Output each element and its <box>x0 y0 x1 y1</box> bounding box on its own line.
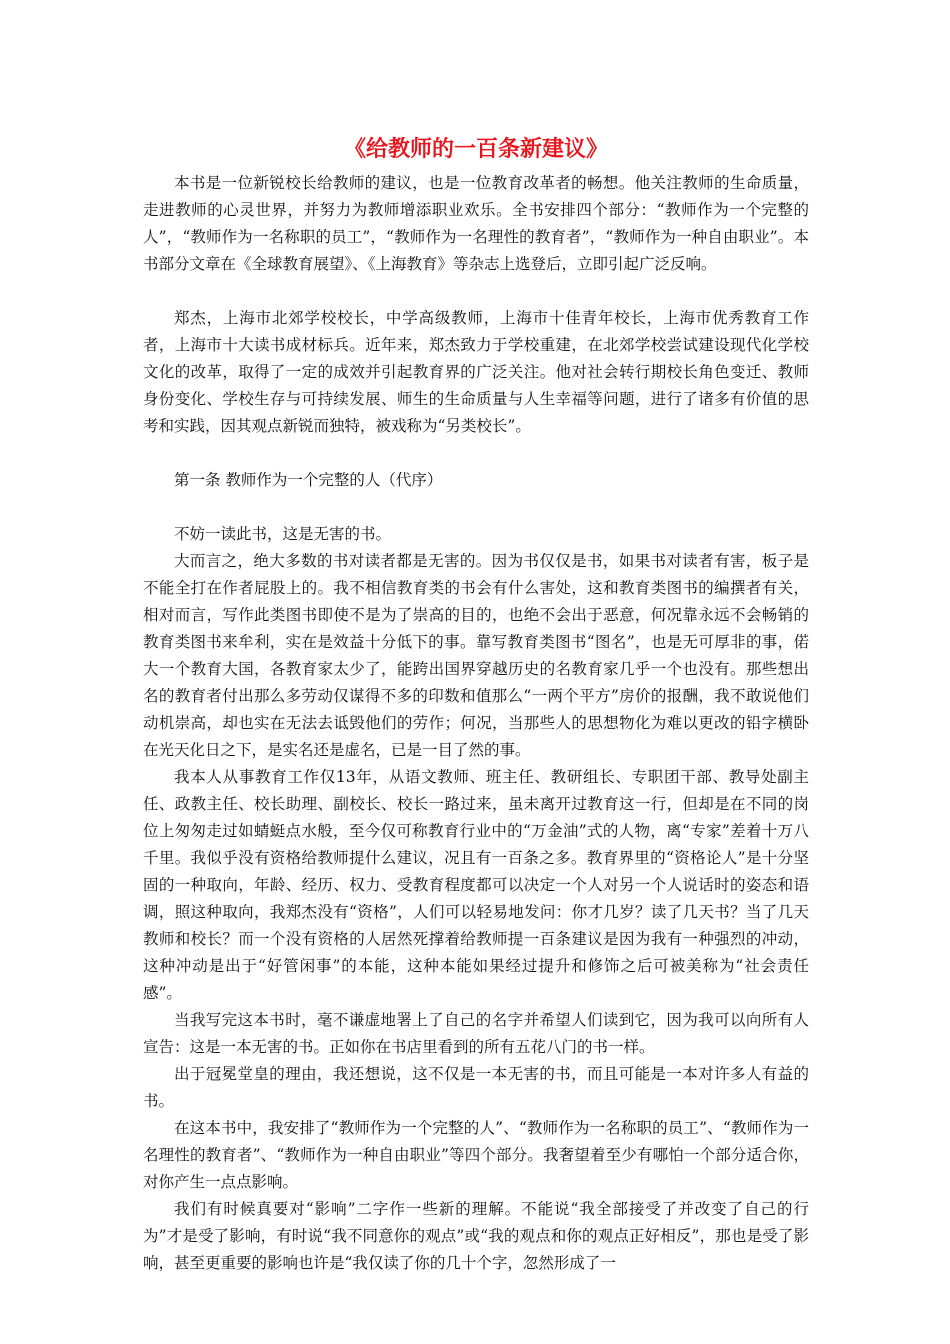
spacer <box>143 440 809 467</box>
spacer <box>143 278 809 305</box>
spacer <box>143 494 809 521</box>
section-heading: 第一条 教师作为一个完整的人（代序） <box>174 471 443 489</box>
document-title: 《给教师的一百条新建议》 <box>343 136 608 162</box>
body-paragraph: 我们有时候真要对“影响”二字作一些新的理解。不能说“我全部接受了并改变了自己的行为”才是受了影响，有时说“我不同意你的观点”或“我的观点和你的观点正好相反”，那也是受了影响，甚至更重要的影响也许是“我仅读了你的几十个字，忽然形成了一 <box>143 1200 809 1272</box>
body-paragraph: 在这本书中，我安排了“教师作为一个完整的人”、“教师作为一名称职的员工”、“教师作为一名理性的教育者”、“教师作为一种自由职业”等四个部分。我奢望着至少有哪怕一个部分适合你，对你产生一点点影响。 <box>143 1119 809 1191</box>
document-body <box>143 134 809 1277</box>
body-paragraph: 大而言之，绝大多数的书对读者都是无害的。因为书仅仅是书，如果书对读者有害，板子是不能全打在作者屁股上的。我不相信教育类的书会有什么害处，这和教育类图书的编撰者有关，相对而言，写作此类图书即使不是为了崇高的目的，也绝不会出于恶意，何况靠永远不会畅销的教育类图书来牟利，实在是效益十分低下的事。靠写教育类图书“图名”，也是无可厚非的事，偌大一个教育大国，各教育家太少了，能跨出国界穿越历史的名教育家几乎一个也没有。那些想出名的教育者付出那么多劳动仅谋得不多的印数和值那么“一两个平方”房价的报酬，我不敢说他们动机崇高，却也实在无法去诋毁他们的劳作；何况，当那些人的思想物化为难以更改的铅字横卧在光天化日之下，是实名还是虚名，已是一目了然的事。 <box>143 552 809 759</box>
body-paragraph: 不妨一读此书，这是无害的书。 <box>174 525 392 543</box>
intro-paragraph: 本书是一位新锐校长给教师的建议，也是一位教育改革者的畅想。他关注教师的生命质量，走进教师的心灵世界，并努力为教师增添职业欢乐。全书安排四个部分：“教师作为一个完整的人”，“教师作为一名称职的员工”，“教师作为一名理性的教育者”，“教师作为一种自由职业”。本书部分文章在《全球教育展望》、《上海教育》等杂志上选登后，立即引起广泛反响。 <box>143 174 809 273</box>
body-paragraph: 我本人从事教育工作仅13年，从语文教师、班主任、教研组长、专职团干部、教导处副主任、政教主任、校长助理、副校长、校长一路过来，虽未离开过教育这一行，但却是在不同的岗位上匆匆走过如蜻蜓点水般，至今仅可称教育行业中的“万金油”式的人物，离“专家”差着十万八千里。我似乎没有资格给教师提什么建议，况且有一百条之多。教育界里的“资格论人”是十分坚固的一种取向，年龄、经历、权力、受教育程度都可以决定一个人对另一个人说话时的姿态和语调，照这种取向，我郑杰没有“资格”，人们可以轻易地发问：你才几岁？读了几天书？当了几天教师和校长？而一个没有资格的人居然死撑着给教师提一百条建议是因为我有一种强烈的冲动，这种冲动是出于“好管闲事”的本能，这种本能如果经过提升和修饰之后可被美称为“社会责任感”。 <box>143 768 809 1002</box>
author-bio-paragraph: 郑杰，上海市北郊学校校长，中学高级教师，上海市十佳青年校长，上海市优秀教育工作者，上海市十大读书成材标兵。近年来，郑杰致力于学校重建，在北郊学校尝试建设现代化学校文化的改革，取得了一定的成效并引起教育界的广泛关注。他对社会转行期校长角色变迁、教师身份变化、学校生存与可持续发展、师生的生命质量与人生幸福等问题，进行了诸多有价值的思考和实践，因其观点新锐而独特，被戏称为“另类校长”。 <box>143 309 809 435</box>
body-paragraph: 当我写完这本书时，毫不谦虚地署上了自己的名字并希望人们读到它，因为我可以向所有人宣告：这是一本无害的书。正如你在书店里看到的所有五花八门的书一样。 <box>143 1011 809 1056</box>
body-paragraph: 出于冠冕堂皇的理由，我还想说，这不仅是一本无害的书，而且可能是一本对许多人有益的书。 <box>143 1065 809 1110</box>
